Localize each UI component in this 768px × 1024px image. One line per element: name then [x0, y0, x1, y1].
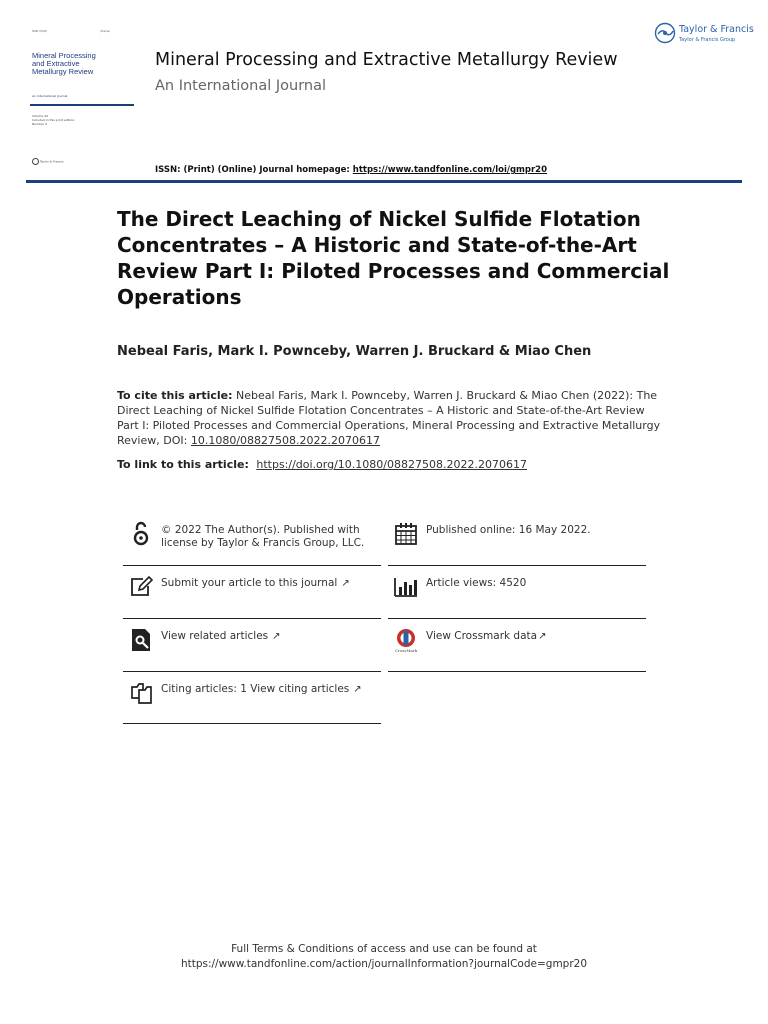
citation-doi-link[interactable]: 10.1080/08827508.2022.2070617 — [190, 434, 380, 447]
external-link-icon: ↗ — [353, 684, 362, 695]
article-authors: Nebeal Faris, Mark I. Pownceby, Warren J. Bruckard & Miao Chen — [117, 344, 592, 359]
external-link-icon: ↗ — [272, 631, 281, 642]
article-link-label: To link to this article: — [117, 458, 249, 471]
crossmark-icon — [392, 626, 420, 654]
journal-cover-thumbnail — [30, 28, 134, 178]
cover-publisher-logo: Taylor & Francis — [32, 158, 64, 165]
crossmark-link[interactable] — [388, 630, 646, 672]
issn-line — [155, 165, 547, 175]
citing-articles-link[interactable] — [123, 683, 381, 724]
footer-terms-line: Full Terms & Conditions of access and use can be found at — [231, 943, 537, 955]
header-divider — [26, 180, 742, 183]
published-info — [388, 524, 646, 566]
citation-block — [117, 388, 662, 448]
article-link-line — [117, 458, 527, 471]
citing-articles-label: Citing articles: 1 View citing articles — [161, 683, 350, 695]
journal-homepage-link[interactable]: https://www.tandfonline.com/loi/gmpr20 — [352, 165, 548, 175]
article-views: Article views: 4520 — [426, 577, 527, 589]
external-link-icon: ↗ — [538, 631, 547, 642]
submit-article-label: Submit your article to this journal — [161, 577, 338, 589]
related-articles-label: View related articles — [161, 630, 269, 642]
license-text: © 2022 The Author(s). Published with license by Taylor & Francis Group, LLC. — [161, 524, 365, 549]
external-link-icon: ↗ — [341, 578, 350, 589]
taylor-francis-logo-icon — [654, 22, 676, 48]
open-access-icon — [127, 520, 155, 548]
article-title: The Direct Leaching of Nickel Sulfide Flotation Concentrates – A Historic and State-of-the-Art Review Part I: Piloted Processes and Commercial Operations — [117, 207, 670, 309]
crossmark-label: View Crossmark data — [426, 630, 538, 642]
cover-volume-line: Included in this print edition: — [32, 118, 76, 122]
cover-subtitle: An International Journal — [32, 94, 68, 98]
publisher-group: Taylor & Francis Group — [679, 37, 736, 43]
citation-label: To cite this article: — [117, 389, 233, 402]
footer-terms-url[interactable]: https://www.tandfonline.com/action/journalInformation?journalCode=gmpr20 — [180, 958, 588, 970]
journal-subtitle: An International Journal — [155, 78, 327, 94]
license-info — [123, 524, 381, 566]
cover-issn-print: ISSN: (Print) — [32, 30, 48, 33]
related-articles-link[interactable] — [123, 630, 381, 672]
related-articles-icon — [127, 626, 155, 654]
bar-chart-icon — [392, 573, 420, 601]
citation-text: Nebeal Faris, Mark I. Pownceby, Warren J. Bruckard & Miao Chen (2022): The Direct Leaching of Nickel Sulfide Flotation Concentrates – A Historic and State-of-the-Art Review Part I: Piloted Processes and Commercial Operations, Mineral Processing and Extractive Metallurgy Review, DOI: — [117, 389, 661, 447]
cover-rule — [30, 104, 134, 106]
edit-icon — [127, 573, 155, 601]
calendar-icon — [392, 520, 420, 548]
journal-title: Mineral Processing and Extractive Metallurgy Review — [155, 50, 618, 70]
publisher-logo[interactable] — [654, 22, 754, 48]
cover-volume-line: Number 4 — [32, 122, 47, 126]
footer — [0, 942, 768, 972]
issn-label: ISSN: (Print) (Online) Journal homepage: — [155, 165, 350, 175]
cover-volume-line: Volume 44 — [32, 114, 48, 118]
publisher-name: Taylor & Francis — [679, 24, 754, 35]
citing-articles-icon — [127, 679, 155, 707]
cover-title: Mineral Processing and Extractive Metallurgy Review — [32, 51, 96, 76]
published-date: Published online: 16 May 2022. — [426, 524, 591, 536]
crossmark-logo-label: CrossMark — [394, 647, 418, 653]
article-views-info — [388, 577, 646, 619]
article-doi-link[interactable]: https://doi.org/10.1080/08827508.2022.2070617 — [256, 458, 527, 471]
cover-volume-info — [32, 114, 75, 126]
cover-issn-online: (Online) — [100, 30, 111, 33]
submit-article-link[interactable] — [123, 577, 381, 619]
